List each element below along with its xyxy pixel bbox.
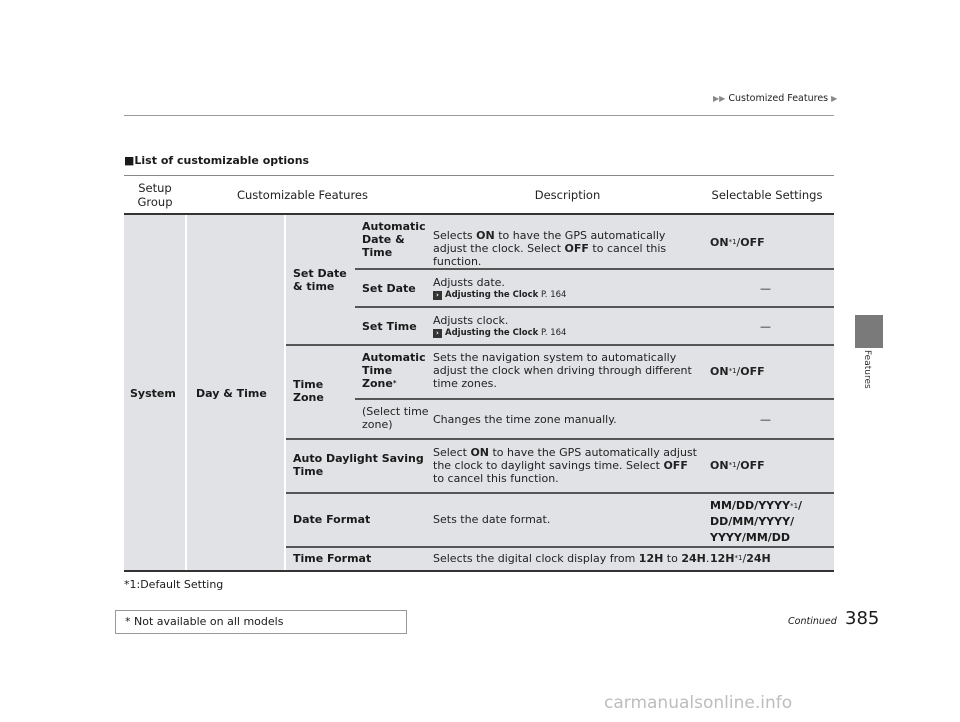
separator: / bbox=[736, 459, 741, 472]
arrow-icon: › bbox=[433, 329, 442, 338]
format-option: YYYY/MM/DD bbox=[710, 531, 791, 544]
section-heading-title: List of customizable options bbox=[134, 154, 310, 167]
desc-text: to have the GPS automatically adjust the clock. Select bbox=[433, 229, 666, 255]
setting-24h: 24H bbox=[746, 552, 771, 565]
triangle-icon: ▶▶ bbox=[713, 94, 726, 103]
desc-text: to bbox=[663, 552, 682, 565]
feature-automatic-date-time: Automatic Date & Time bbox=[362, 220, 426, 259]
desc-text: to cancel this function. bbox=[433, 472, 559, 485]
setting-off: OFF bbox=[740, 236, 765, 249]
setting-off: OFF bbox=[740, 459, 765, 472]
desc-text: Selects bbox=[433, 229, 477, 242]
desc-text: Select bbox=[433, 446, 471, 459]
row-divider bbox=[355, 268, 834, 270]
column-header-setup-group: Setup Group bbox=[137, 181, 173, 209]
setting-automatic-time-zone bbox=[710, 365, 765, 378]
description-auto-daylight-saving bbox=[433, 446, 698, 485]
separator: / bbox=[798, 499, 803, 512]
setting-on: ON bbox=[710, 236, 729, 249]
description-date-format: Sets the date format. bbox=[433, 513, 551, 526]
feature-label: Automatic Time Zone bbox=[362, 351, 426, 390]
setting-date-format bbox=[710, 498, 802, 546]
desc-off: OFF bbox=[564, 242, 589, 255]
setting-select-time-zone: — bbox=[760, 413, 771, 426]
row-divider bbox=[286, 438, 834, 440]
column-header-description: Description bbox=[534, 188, 601, 202]
availability-note-box bbox=[115, 610, 407, 634]
desc-text: Selects the digital clock display from bbox=[433, 552, 639, 565]
feature-time-format: Time Format bbox=[293, 552, 372, 565]
footnote-ref: *1 bbox=[728, 461, 737, 469]
setting-on: ON bbox=[710, 365, 729, 378]
section-heading bbox=[124, 154, 309, 167]
group-system: System bbox=[130, 387, 176, 400]
feature-select-time-zone: (Select time zone) bbox=[362, 405, 429, 431]
format-option: DD/MM/YYYY bbox=[710, 515, 791, 528]
format-option: MM/DD/YYYY bbox=[710, 499, 791, 512]
setting-off: OFF bbox=[740, 365, 765, 378]
feature-automatic-time-zone bbox=[362, 351, 426, 390]
desc-text: to cancel this function. bbox=[433, 242, 667, 268]
row-divider bbox=[355, 306, 834, 308]
running-header bbox=[713, 93, 837, 104]
watermark: carmanualsonline.info bbox=[604, 693, 793, 713]
square-bullet-icon: ■ bbox=[124, 154, 135, 167]
ref-label: Adjusting the Clock bbox=[445, 290, 539, 300]
row-divider bbox=[286, 546, 834, 548]
setting-on: ON bbox=[710, 459, 729, 472]
availability-note: * Not available on all models bbox=[125, 615, 284, 628]
setting-automatic-date-time bbox=[710, 236, 765, 249]
cross-reference[interactable] bbox=[433, 290, 566, 300]
footnote-ref: *1 bbox=[728, 238, 737, 246]
desc-text: to have the GPS automatically adjust the clock to daylight savings time. Select bbox=[433, 446, 697, 472]
description-select-time-zone: Changes the time zone manually. bbox=[433, 413, 617, 426]
setting-12h: 12H bbox=[710, 552, 735, 565]
column-header-settings: Selectable Settings bbox=[711, 188, 823, 202]
continued-label: Continued bbox=[788, 616, 837, 627]
footnote-ref: *1 bbox=[734, 554, 743, 562]
feature-auto-daylight-saving: Auto Daylight Saving Time bbox=[293, 452, 424, 478]
running-header-title: Customized Features bbox=[728, 93, 829, 104]
separator: / bbox=[736, 365, 741, 378]
default-setting-footnote: *1:Default Setting bbox=[124, 578, 224, 591]
section-tab-marker bbox=[855, 315, 883, 348]
desc-text: Adjusts clock. bbox=[433, 314, 509, 327]
footnote-ref: *1 bbox=[728, 367, 737, 375]
feature-time-zone: Time Zone bbox=[293, 378, 324, 404]
table-bottom-rule bbox=[124, 570, 834, 572]
description-time-format bbox=[433, 552, 709, 565]
desc-text: . bbox=[705, 552, 710, 565]
row-divider bbox=[286, 492, 834, 494]
section-tab bbox=[850, 350, 874, 410]
triangle-icon: ▶ bbox=[831, 94, 838, 103]
column-header-features: Customizable Features bbox=[236, 188, 368, 202]
desc-on: ON bbox=[470, 446, 489, 459]
ref-page: P. 164 bbox=[538, 290, 567, 300]
description-set-time bbox=[433, 314, 566, 338]
page-number: 385 bbox=[845, 608, 880, 629]
separator: / bbox=[736, 236, 741, 249]
cross-reference[interactable] bbox=[433, 328, 566, 338]
desc-off: OFF bbox=[663, 459, 688, 472]
ref-label: Adjusting the Clock bbox=[445, 328, 539, 338]
setting-set-date: — bbox=[760, 282, 771, 295]
section-tab-label: Features bbox=[862, 350, 872, 389]
column-divider bbox=[284, 215, 286, 571]
feature-date-format: Date Format bbox=[293, 513, 371, 526]
table-top-rule bbox=[124, 175, 834, 176]
setting-auto-daylight-saving bbox=[710, 459, 765, 472]
footnote-ref: * bbox=[392, 379, 397, 387]
description-automatic-date-time bbox=[433, 229, 698, 268]
separator: / bbox=[790, 515, 795, 528]
row-divider bbox=[286, 344, 834, 346]
subgroup-day-time: Day & Time bbox=[196, 387, 267, 400]
feature-set-date-time: Set Date & time bbox=[293, 267, 347, 293]
row-divider bbox=[355, 398, 834, 400]
setting-time-format bbox=[710, 552, 771, 565]
setting-set-time: — bbox=[760, 320, 771, 333]
description-automatic-time-zone: Sets the navigation system to automatically adjust the clock when driving through different time zones. bbox=[433, 351, 692, 390]
feature-set-time: Set Time bbox=[362, 320, 417, 333]
desc-text: Adjusts date. bbox=[433, 276, 505, 289]
header-rule bbox=[124, 115, 834, 116]
ref-page: P. 164 bbox=[538, 328, 567, 338]
column-divider bbox=[185, 215, 187, 571]
desc-24h: 24H bbox=[681, 552, 706, 565]
description-set-date bbox=[433, 276, 566, 300]
feature-set-date: Set Date bbox=[362, 282, 416, 295]
desc-12h: 12H bbox=[638, 552, 664, 565]
desc-on: ON bbox=[476, 229, 495, 242]
footnote-ref: *1 bbox=[790, 502, 799, 510]
arrow-icon: › bbox=[433, 291, 442, 300]
separator: / bbox=[742, 552, 747, 565]
